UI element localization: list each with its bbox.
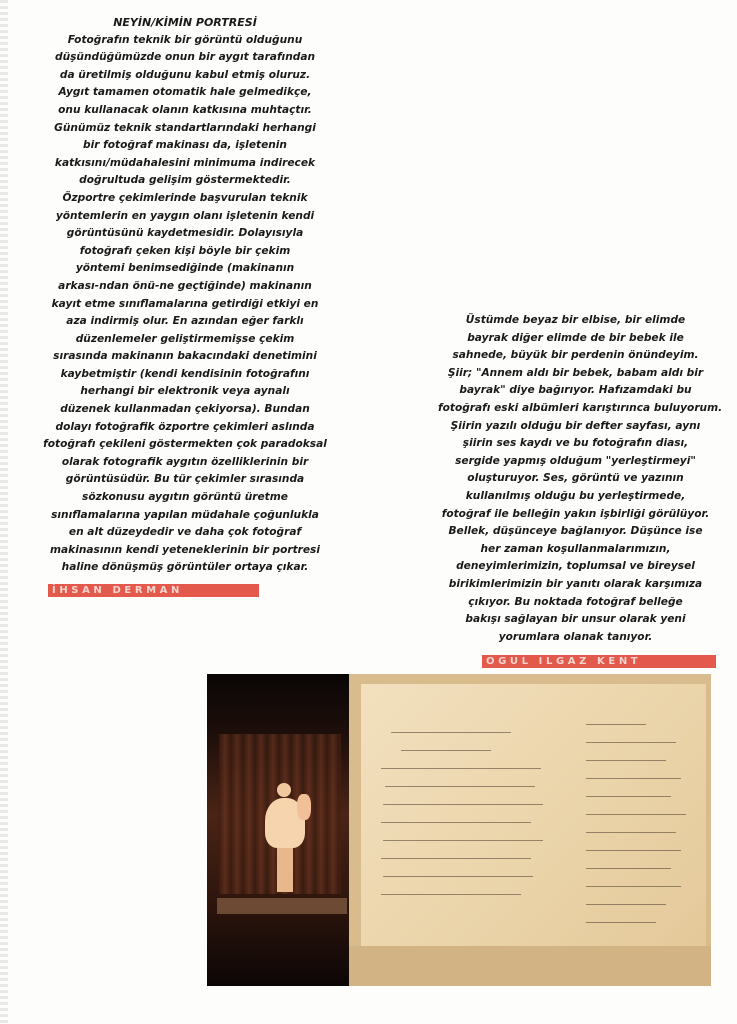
handwriting-stroke	[586, 832, 676, 833]
text-line: fotoğrafı eski albümleri karıştırınca buluyorum.	[438, 401, 723, 414]
text-line: fotoğrafı çekileni göstermekten çok paradoksal	[43, 438, 327, 451]
handwriting-stroke	[586, 760, 666, 761]
text-line: bir fotoğraf makinası da, işletenin	[83, 139, 287, 152]
text-line: arkası-ndan önü-ne geçtiğinde) makinanın	[58, 279, 312, 292]
handwriting-stroke	[401, 750, 491, 751]
text-line: kaybetmiştir (kendi kendisinin fotoğrafını	[60, 367, 310, 380]
text-line: onu kullanacak olanın katkısına muhtaçtır.	[58, 103, 312, 116]
text-line: Şiir; "Annem aldı bir bebek, babam aldı bir	[447, 366, 704, 379]
text-line: oluşturuyor. Ses, görüntü ve yazının	[467, 472, 684, 485]
handwriting-stroke	[586, 796, 671, 797]
girl-figure-legs	[277, 848, 293, 892]
text-line: birikimlerimizin bir yanıtı olarak karşımıza	[448, 577, 703, 590]
text-line: Bellek, düşünceye bağlanıyor. Düşünce ise	[448, 525, 703, 538]
handwriting-stroke	[381, 858, 531, 859]
text-line: bayrak diğer elimde de bir bebek ile	[467, 331, 684, 344]
text-line: Özportre çekimlerinde başvurulan teknik	[62, 191, 308, 204]
handwriting-stroke	[383, 876, 533, 877]
text-line: yöntemi benimsediğinde (makinanın	[75, 262, 295, 275]
text-line: deneyimlerimizin, toplumsal ve bireysel	[456, 560, 695, 573]
article-title: NEYİN/KİMİN PORTRESİ	[113, 16, 257, 29]
handwriting-stroke	[586, 742, 676, 743]
text-line: bakışı sağlayan bir unsur olarak yeni	[465, 613, 686, 626]
author-name-right: OGUL ILGAZ KENT	[482, 655, 716, 668]
handwriting-stroke	[381, 894, 521, 895]
handwriting-stroke	[586, 850, 681, 851]
handwriting-stroke	[385, 786, 535, 787]
text-line: düşündüğümüzde onun bir aygıt tarafından	[54, 51, 316, 64]
handwriting-stroke	[586, 886, 681, 887]
stage-photo	[207, 674, 349, 986]
text-line: şiirin ses kaydı ve bu fotoğrafın diası,	[462, 437, 689, 450]
text-line: Aygıt tamamen otomatik hale gelmedikçe,	[58, 86, 312, 99]
text-line: da üretilmiş olduğunu kabul etmiş oluruz.	[59, 68, 311, 81]
text-line: en alt düzeydedir ve daha çok fotoğraf	[68, 526, 302, 539]
text-line: görüntüsünü kaydetmesidir. Dolayısıyla	[66, 227, 304, 240]
handwriting-stroke	[383, 804, 543, 805]
text-line: haline dönüşmüş görüntüler ortaya çıkar.	[61, 561, 309, 574]
text-line: Günümüz teknik standartlarındaki herhangi	[54, 121, 316, 134]
handwriting-stroke	[586, 868, 671, 869]
page-perforation	[0, 0, 8, 1024]
notebook-sheet	[361, 684, 706, 946]
left-article-body	[40, 32, 330, 577]
handwriting-stroke	[586, 778, 681, 779]
text-line: her zaman koşullanmalarımızın,	[480, 542, 671, 555]
text-line: sınıflamalarına yapılan müdahale çoğunlukla	[51, 508, 319, 521]
text-line: kayıt etme sınıflamalarına getirdiği etkiyi en	[51, 297, 319, 310]
text-line: fotoğraf ile belleğin yakın işbirliği görülüyor.	[441, 507, 710, 520]
text-line: fotoğrafı çeken kişi böyle bir çekim	[79, 244, 291, 257]
handwriting-stroke	[391, 732, 511, 733]
handwriting-stroke	[381, 768, 541, 769]
author-name-left: İHSAN DERMAN	[48, 584, 259, 597]
right-article	[438, 312, 723, 646]
text-line: aza indirmiş olur. En azından eğer farklı	[66, 315, 304, 328]
handwriting-stroke	[586, 922, 656, 923]
text-line: Fotoğrafın teknik bir görüntü olduğunu	[67, 33, 303, 46]
left-article	[40, 14, 330, 577]
handwriting-stroke	[586, 724, 646, 725]
text-line: yorumlara olanak tanıyor.	[498, 630, 653, 643]
installation-photo	[207, 674, 711, 986]
text-line: yöntemlerin en yaygın olanı işletenin kendi	[55, 209, 315, 222]
text-line: sergide yapmış olduğum "yerleştirmeyi"	[455, 454, 696, 467]
doll-figure	[297, 794, 311, 820]
text-line: çıkıyor. Bu noktada fotoğraf belleğe	[468, 595, 683, 608]
right-article-body	[438, 312, 723, 646]
girl-figure-head	[277, 783, 291, 797]
text-line: doğrultuda gelişim göstermektedir.	[79, 174, 291, 187]
stage-floor	[217, 898, 347, 914]
handwriting-stroke	[381, 822, 531, 823]
text-line: görüntüsüdür. Bu tür çekimler sırasında	[65, 473, 305, 486]
handwriting-stroke	[586, 814, 686, 815]
text-line: herhangi bir elektronik veya aynalı	[80, 385, 290, 398]
handwriting-stroke	[586, 904, 666, 905]
gallery-wall	[349, 946, 711, 986]
text-line: dolayı fotoğrafik özportre çekimleri aslında	[55, 420, 315, 433]
text-line: sahnede, büyük bir perdenin önündeyim.	[452, 349, 699, 362]
handwriting-stroke	[383, 840, 543, 841]
text-line: Şiirin yazılı olduğu bir defter sayfası, aynı	[450, 419, 701, 432]
text-line: sözkonusu aygıtın görüntü üretme	[82, 491, 288, 504]
text-line: katkısını/müdahalesini minimuma indirecek	[54, 156, 316, 169]
text-line: makinasının kendi yeteneklerinin bir portresi	[49, 543, 320, 556]
handwritten-notebook-page	[349, 674, 711, 986]
text-line: sırasında makinanın bakacındaki denetimini	[53, 350, 317, 363]
text-line: Üstümde beyaz bir elbise, bir elimde	[465, 314, 686, 326]
text-line: olarak fotografik aygıtın özelliklerinin bir	[61, 455, 309, 468]
text-line: bayrak" diye bağırıyor. Hafızamdaki bu	[459, 384, 692, 397]
text-line: düzenlemeler geliştirmemişse çekim	[75, 332, 295, 345]
text-line: kullanılmış olduğu bu yerleştirmede,	[465, 489, 686, 502]
text-line: düzenek kullanmadan çekiyorsa). Bundan	[60, 403, 310, 416]
